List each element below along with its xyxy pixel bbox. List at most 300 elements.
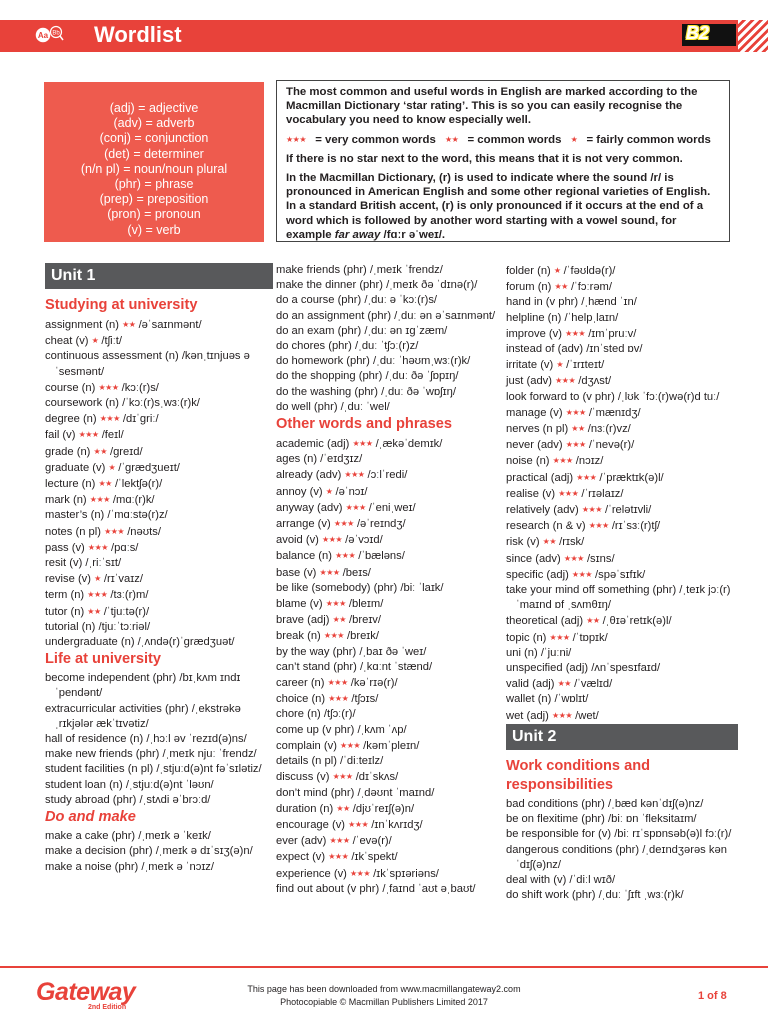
abbreviation-item: (adv) = adverb <box>113 116 195 131</box>
entry-pronunciation: /biː ˈlaɪk/ <box>400 581 444 594</box>
header-bar <box>0 20 768 52</box>
word-entry <box>276 675 498 691</box>
wordlist-column-3 <box>506 263 738 903</box>
entry-pronunciation: /biː ɒn ˈfleksitaɪm/ <box>607 813 697 826</box>
star-rating-icon: ★★ <box>542 537 557 547</box>
word-entry <box>276 769 498 785</box>
entry-pronunciation: /ɪkˈspɪəriəns/ <box>373 867 439 880</box>
star-rating-info-box <box>276 80 730 242</box>
entry-pronunciation: /ˈtɒpɪk/ <box>572 631 608 644</box>
entry-word: choice (n) <box>276 693 326 706</box>
abbreviation-item: (n/n pl) = noun/noun plural <box>80 161 228 176</box>
entry-pronunciation: /tʃiːt/ <box>101 335 122 348</box>
abbreviation-item: (prep) = preposition <box>99 192 209 207</box>
word-entry <box>276 660 498 675</box>
star-rating-icon: ★★★ <box>98 382 119 392</box>
word-entry <box>45 492 273 508</box>
entry-word: extracurricular activities (phr) <box>45 702 189 715</box>
entry-pronunciation: /ˌʌndə(r)ˈɡrædʒuət/ <box>137 636 235 649</box>
star-rating-icon: ★★★ <box>581 505 602 515</box>
star-rating-icon: ★ <box>553 266 561 275</box>
entry-word: do an assignment (phr) <box>276 309 392 322</box>
entry-word: relatively (adv) <box>506 504 579 517</box>
word-entry <box>506 676 738 692</box>
entry-pronunciation: /ˈrɪəlaɪz/ <box>581 487 624 500</box>
wordlist-column-2 <box>276 263 498 897</box>
entry-pronunciation: /ˌlʊk ˈfɔː(r)wə(r)d tuː/ <box>617 390 720 403</box>
entry-word: wet (adj) <box>506 709 549 722</box>
entry-pronunciation: /ˌduː ðə ˈʃɒpɪŋ/ <box>385 370 459 383</box>
entry-pronunciation: /nɔɪz/ <box>575 455 604 468</box>
word-entry <box>276 612 498 628</box>
star-rating-icon: ★★★ <box>565 440 586 450</box>
entry-pronunciation: /ˈɡrædʒueɪt/ <box>118 461 180 474</box>
entry-word: make a noise (phr) <box>45 860 139 873</box>
copyright-note: Photocopiable © Macmillan Publishers Limited 2017 <box>280 997 488 1007</box>
entry-pronunciation: /ˌdeɪndʒərəs kənˈdɪʃ(ə)nz/ <box>516 843 727 871</box>
entry-word: make friends (phr) <box>276 264 367 276</box>
entry-word: risk (v) <box>506 536 540 549</box>
entry-word: resit (v) <box>45 557 83 570</box>
word-entry <box>276 817 498 833</box>
star-rating-icon: ★★★ <box>552 456 573 466</box>
word-entry <box>276 691 498 707</box>
entry-pronunciation: /ɔːlˈredi/ <box>367 469 408 482</box>
entry-word: lecture (n) <box>45 478 96 491</box>
entry-pronunciation: /ˈbæləns/ <box>358 550 405 563</box>
entry-pronunciation: /ˈevə(r)/ <box>352 835 392 848</box>
word-entry <box>276 786 498 801</box>
star-rating-icon: ★★★ <box>335 551 356 561</box>
word-entry <box>276 801 498 817</box>
word-entry <box>45 571 273 587</box>
word-entry <box>45 460 273 476</box>
entry-word: do the washing (phr) <box>276 385 378 398</box>
info-r-note: In the Macmillan Dictionary, (r) is used to indicate where the sound /r/ is pronounced in American English and some other regional varieties of English. In a standard British accent, (r) is only pronounced if it occurs at the end of a word which is followed by another word starting with a vowel sound, for example far away /fɑːr əˈweɪ/. <box>286 172 711 241</box>
word-entry <box>45 411 273 427</box>
word-entry <box>45 396 273 411</box>
word-entry <box>276 263 498 278</box>
word-entry <box>506 661 738 676</box>
entry-word: notes (n pl) <box>45 525 101 538</box>
star-rating-icon: ★★★ <box>78 430 99 440</box>
entry-word: degree (n) <box>45 413 97 426</box>
entry-pronunciation: /ɪmˈpruːv/ <box>588 327 637 340</box>
word-entry <box>506 453 738 469</box>
word-entry <box>276 436 498 452</box>
star-rating-icon: ★★★ <box>333 519 354 529</box>
edition-label: 2nd Edition <box>88 1004 127 1011</box>
entry-pronunciation: /ˌduː ðə ˈwɒʃɪŋ/ <box>381 385 456 398</box>
entry-word: course (n) <box>45 381 96 394</box>
star-rating-icon: ★★★ <box>549 632 570 642</box>
one-star-icon: ★ <box>570 134 578 144</box>
word-entry <box>506 357 738 373</box>
entry-word: specific (adj) <box>506 568 569 581</box>
word-entry <box>276 309 498 324</box>
entry-word: student facilities (n pl) <box>45 763 154 776</box>
entry-pronunciation: /dɪˈɡriː/ <box>122 413 159 426</box>
word-entry <box>276 385 498 400</box>
entry-word: experience (v) <box>276 867 347 880</box>
word-entry <box>45 333 273 349</box>
entry-word: wallet (n) <box>506 693 552 706</box>
entry-pronunciation: /ˈjuːni/ <box>540 646 572 659</box>
entry-pronunciation: /ˌhænd ˈɪn/ <box>581 296 637 309</box>
word-entry <box>276 324 498 339</box>
abbreviation-item: (adj) = adjective <box>109 101 199 115</box>
entry-word: never (adv) <box>506 439 563 452</box>
entry-pronunciation: /ˈeniˌweɪ/ <box>368 501 416 514</box>
entry-word: do the shopping (phr) <box>276 370 383 383</box>
star-legend: ★★★ = very common words ★★ = common words ★ = fairly common words <box>286 133 711 146</box>
word-entry <box>506 873 738 888</box>
word-entry <box>276 738 498 754</box>
entry-word: be responsible for (v) <box>506 828 612 841</box>
word-entry <box>45 587 273 603</box>
entry-pronunciation: /ˌekstrəkəˌrɪkjələr ækˈtɪvətiz/ <box>55 702 241 730</box>
info-no-star: If there is no star next to the word, this means that it is not very common. <box>286 152 683 165</box>
entry-pronunciation: /djʊˈreɪʃ(ə)n/ <box>352 802 415 815</box>
entry-word: make the dinner (phr) <box>276 279 383 292</box>
svg-text:Aa: Aa <box>37 31 49 40</box>
entry-word: research (n & v) <box>506 520 586 533</box>
star-rating-icon: ★★★ <box>352 439 373 449</box>
word-entry <box>276 400 498 415</box>
word-entry <box>276 339 498 354</box>
word-entry <box>276 452 498 467</box>
entry-pronunciation: /ˈeɪdʒɪz/ <box>320 453 363 466</box>
entry-word: do an exam (phr) <box>276 324 362 337</box>
word-entry <box>506 708 738 724</box>
entry-pronunciation: /ˌduː ˈhəʊmˌwɜː(r)k/ <box>373 355 471 368</box>
entry-word: duration (n) <box>276 802 334 815</box>
entry-pronunciation: /ˌmeɪk ðə ˈdɪnə(r)/ <box>386 279 478 292</box>
word-entry <box>506 486 738 502</box>
star-rating-icon: ★★★ <box>348 819 369 829</box>
entry-pronunciation: /dɪˈskʌs/ <box>355 771 399 784</box>
abbreviation-item: (phr) = phrase <box>114 177 194 192</box>
star-rating-icon: ★★★ <box>344 470 365 480</box>
entry-word: academic (adj) <box>276 438 350 451</box>
word-entry <box>276 293 498 308</box>
star-rating-icon: ★★★ <box>328 852 349 862</box>
word-entry <box>45 829 273 844</box>
entry-pronunciation: /ˈnevə(r)/ <box>588 439 635 452</box>
word-entry <box>276 596 498 612</box>
word-entry <box>45 604 273 620</box>
abbreviation-item: (det) = determiner <box>104 146 204 161</box>
entry-word: make a decision (phr) <box>45 845 153 858</box>
entry-pronunciation: /dʒʌst/ <box>578 375 612 388</box>
word-entry <box>276 500 498 516</box>
word-entry <box>506 827 738 842</box>
star-rating-icon: ★★★ <box>325 599 346 609</box>
word-entry <box>506 646 738 661</box>
word-entry <box>45 380 273 396</box>
entry-word: make a cake (phr) <box>45 830 136 843</box>
star-rating-icon: ★★★ <box>328 694 349 704</box>
star-rating-icon: ★★★ <box>332 772 353 782</box>
word-entry <box>506 373 738 389</box>
word-entry <box>506 534 738 550</box>
entry-word: anyway (adv) <box>276 501 343 514</box>
entry-pronunciation: /ˈfɔːrəm/ <box>570 281 612 294</box>
section-heading: Life at university <box>45 651 161 668</box>
entry-pronunciation: /ˌθɪəˈretɪk(ə)l/ <box>602 615 672 628</box>
entry-pronunciation: /kənˌtɪnjuəs əˈsesmənt/ <box>55 350 250 378</box>
entry-pronunciation: /ʌnˈspesɪfaɪd/ <box>591 662 661 675</box>
entry-word: instead of (adv) <box>506 343 584 356</box>
star-rating-icon: ★★★ <box>99 414 120 424</box>
entry-pronunciation: /ˈɪrɪteɪt/ <box>566 359 605 372</box>
entry-word: grade (n) <box>45 445 91 458</box>
entry-pronunciation: /ˈtjuːtə(r)/ <box>103 605 150 618</box>
entry-word: can’t stand (phr) <box>276 660 357 673</box>
entry-pronunciation: /ˌstjuːd(ə)nt ˈləʊn/ <box>125 778 214 791</box>
entry-word: come up (v phr) <box>276 723 355 736</box>
word-entry <box>45 747 273 762</box>
entry-pronunciation: /ˈmænɪdʒ/ <box>588 406 641 419</box>
entry-pronunciation: /əˈnɔɪ/ <box>335 485 368 498</box>
entry-pronunciation: /ˈdiːteɪlz/ <box>340 755 384 768</box>
word-entry <box>506 421 738 437</box>
word-entry <box>45 476 273 492</box>
entry-pronunciation: /ˌduː ˈʃɪft ˌwɜː(r)k/ <box>598 889 684 902</box>
entry-word: deal with (v) <box>506 873 567 886</box>
word-entry <box>45 732 273 747</box>
entry-pronunciation: /nəʊts/ <box>127 525 161 538</box>
word-entry <box>45 635 273 650</box>
word-entry <box>276 354 498 369</box>
entry-word: coursework (n) <box>45 397 119 410</box>
entry-word: fail (v) <box>45 429 76 442</box>
entry-word: arrange (v) <box>276 518 331 531</box>
entry-pronunciation: /ˈmɑːstə(r)z/ <box>107 509 168 522</box>
gateway-logo: Gateway <box>36 978 136 1006</box>
entry-pronunciation: /ˌduː ə ˈkɔː(r)s/ <box>364 294 438 307</box>
entry-pronunciation: /rɪˈvaɪz/ <box>103 573 143 586</box>
star-rating-icon: ★★★ <box>323 631 344 641</box>
word-entry <box>506 843 738 873</box>
word-entry <box>45 860 273 875</box>
word-entry <box>506 518 738 534</box>
entry-pronunciation: /biː rɪˈspɒnsəb(ə)l fɔː(r)/ <box>614 828 732 841</box>
word-entry <box>506 567 738 583</box>
unit-heading: Unit 2 <box>506 724 738 750</box>
word-entry <box>45 540 273 556</box>
entry-word: discuss (v) <box>276 771 330 784</box>
entry-word: realise (v) <box>506 487 556 500</box>
star-rating-icon: ★★ <box>98 479 112 489</box>
entry-word: complain (v) <box>276 739 337 752</box>
word-entry <box>506 502 738 518</box>
word-entry <box>45 444 273 460</box>
entry-word: become independent (phr) <box>45 672 177 685</box>
star-rating-icon: ★ <box>556 360 564 370</box>
word-entry <box>506 405 738 421</box>
entry-pronunciation: /sɪns/ <box>586 552 615 565</box>
entry-word: balance (n) <box>276 550 332 563</box>
star-rating-icon: ★★ <box>557 679 571 689</box>
entry-pronunciation: /ˌstjuːd(ə)nt fəˈsɪlətiz/ <box>156 763 262 776</box>
entry-pronunciation: /ˈpræktɪk(ə)l/ <box>599 471 664 484</box>
word-entry <box>45 349 273 379</box>
entry-word: valid (adj) <box>506 678 555 691</box>
star-rating-icon: ★★★ <box>555 376 576 386</box>
word-entry <box>506 583 738 613</box>
entry-word: since (adv) <box>506 552 561 565</box>
entry-word: be like (somebody) (phr) <box>276 581 398 594</box>
star-rating-icon: ★★★ <box>89 495 110 505</box>
abbreviation-item: (conj) = conjunction <box>99 131 209 146</box>
entry-pronunciation: /tʃɔː(r)/ <box>323 708 356 721</box>
word-entry <box>45 844 273 859</box>
entry-pronunciation: /ˈvælɪd/ <box>574 678 613 691</box>
entry-word: graduate (v) <box>45 461 106 474</box>
word-entry <box>276 516 498 532</box>
word-entry <box>45 508 273 523</box>
entry-pronunciation: /ˈrelətɪvli/ <box>604 504 652 517</box>
word-entry <box>506 692 738 707</box>
entry-pronunciation: /ˌkɑːnt ˈstænd/ <box>359 660 433 673</box>
entry-pronunciation: /ˈhelpˌlaɪn/ <box>564 311 619 324</box>
entry-pronunciation: /ˌkʌm ˈʌp/ <box>357 723 407 736</box>
word-entry <box>276 484 498 500</box>
entry-word: brave (adj) <box>276 614 330 627</box>
word-entry <box>506 630 738 646</box>
star-rating-icon: ★★★ <box>571 569 592 579</box>
entry-word: already (adv) <box>276 469 342 482</box>
entry-word: ages (n) <box>276 453 318 466</box>
word-entry <box>276 754 498 769</box>
entry-pronunciation: /feɪl/ <box>101 429 124 442</box>
star-rating-icon: ★★★ <box>340 740 361 750</box>
entry-pronunciation: /bɪˌkʌm ɪndɪˈpendənt/ <box>55 672 241 700</box>
entry-pronunciation: /ɪnˈkʌrɪdʒ/ <box>371 818 423 831</box>
word-entry <box>276 548 498 564</box>
star-rating-icon: ★★★ <box>565 328 586 338</box>
two-star-icon: ★★ <box>444 134 459 144</box>
entry-pronunciation: /ˈwɒlɪt/ <box>554 693 589 706</box>
star-rating-icon: ★★ <box>122 320 136 329</box>
entry-word: make new friends (phr) <box>45 748 160 761</box>
word-entry <box>506 551 738 567</box>
entry-pronunciation: /mɑː(r)k/ <box>112 494 155 507</box>
entry-word: improve (v) <box>506 327 562 340</box>
entry-pronunciation: /ˌmeɪk njuː ˈfrendz/ <box>162 748 257 761</box>
level-badge: B2 <box>682 24 736 46</box>
star-rating-icon: ★★★ <box>576 472 597 482</box>
entry-pronunciation: /ˌduː ən əˈsaɪnmənt/ <box>394 309 496 322</box>
star-rating-icon: ★★ <box>332 615 346 625</box>
word-entry <box>45 556 273 571</box>
entry-pronunciation: /əˈvɔɪd/ <box>345 534 383 547</box>
entry-pronunciation: /ɡreɪd/ <box>109 445 143 458</box>
entry-pronunciation: /ˌbaɪ ðə ˈweɪ/ <box>359 645 427 658</box>
entry-word: study abroad (phr) <box>45 793 137 806</box>
star-rating-icon: ★★ <box>571 424 585 434</box>
entry-pronunciation: /rɪˈsɜː(r)tʃ/ <box>611 520 661 533</box>
entry-word: topic (n) <box>506 631 547 644</box>
magnifier-logo-icon <box>34 24 64 48</box>
entry-word: forum (n) <box>506 281 552 294</box>
entry-pronunciation: /ˌfaɪnd ˈaʊt əˌbaʊt/ <box>382 882 476 895</box>
entry-word: hall of residence (n) <box>45 733 144 746</box>
entry-word: do a course (phr) <box>276 294 362 307</box>
star-rating-icon: ★★★ <box>87 590 108 600</box>
word-entry <box>276 849 498 865</box>
entry-word: irritate (v) <box>506 359 554 372</box>
entry-pronunciation: /ˌduː ən ɪɡˈzæm/ <box>364 324 448 337</box>
word-entry <box>506 888 738 903</box>
entry-pronunciation: /ˌmeɪk ə dɪˈsɪʒ(ə)n/ <box>155 845 253 858</box>
abbreviation-item: (v) = verb <box>127 222 181 237</box>
entry-word: encourage (v) <box>276 818 346 831</box>
star-rating-icon: ★★★ <box>345 502 366 512</box>
entry-pronunciation: /ˌhɔːl əv ˈrezɪd(ə)ns/ <box>146 733 247 746</box>
entry-word: chore (n) <box>276 708 321 721</box>
wordlist-column-1 <box>45 263 273 875</box>
entry-pronunciation: /kɔː(r)s/ <box>121 381 159 394</box>
star-rating-icon: ★★ <box>87 606 101 616</box>
section-heading: Work conditions and responsibilities <box>506 757 651 793</box>
star-rating-icon: ★★★ <box>565 407 586 417</box>
word-entry <box>45 793 273 808</box>
footer-rule <box>0 966 768 968</box>
word-entry <box>45 778 273 793</box>
entry-pronunciation: /ˌækəˈdemɪk/ <box>375 438 443 451</box>
word-entry <box>276 833 498 849</box>
word-entry <box>506 295 738 310</box>
entry-word: assignment (n) <box>45 319 119 331</box>
entry-word: do homework (phr) <box>276 355 370 368</box>
star-rating-icon: ★★ <box>554 282 568 292</box>
star-rating-icon: ★★★ <box>588 521 609 531</box>
entry-word: be on flexitime (phr) <box>506 813 605 826</box>
word-entry <box>45 620 273 635</box>
entry-pronunciation: /ˌstʌdi əˈbrɔːd/ <box>139 793 211 806</box>
star-rating-icon: ★★★ <box>104 526 125 536</box>
word-entry <box>506 437 738 453</box>
entry-pronunciation: /bleɪm/ <box>348 598 384 611</box>
entry-word: continuous assessment (n) <box>45 350 179 363</box>
entry-word: master’s (n) <box>45 509 105 522</box>
entry-word: look forward to (v phr) <box>506 390 615 403</box>
entry-word: find out about (v phr) <box>276 882 380 895</box>
entry-word: helpline (n) <box>506 311 562 324</box>
word-entry <box>506 279 738 295</box>
entry-pronunciation: /ˌriːˈsɪt/ <box>85 557 122 570</box>
download-note: This page has been downloaded from www.macmillangateway2.com <box>247 984 521 994</box>
entry-pronunciation: /ɪkˈspekt/ <box>351 851 398 864</box>
entry-pronunciation: /ˌteɪk jɔː(r) ˈmaɪnd ɒf ˌsʌmθɪŋ/ <box>516 584 731 612</box>
entry-word: base (v) <box>276 566 317 579</box>
entry-pronunciation: /tɜː(r)m/ <box>110 589 149 602</box>
entry-pronunciation: /ˌduː ˈwel/ <box>340 400 390 413</box>
section-heading: Other words and phrases <box>276 416 452 433</box>
word-entry <box>506 342 738 357</box>
word-entry <box>45 762 273 777</box>
entry-pronunciation: /əˈsaɪnmənt/ <box>138 319 202 331</box>
entry-word: by the way (phr) <box>276 645 357 658</box>
entry-pronunciation: /ˌduː ˈtʃɔː(r)z/ <box>354 340 419 353</box>
star-rating-icon: ★★★ <box>563 553 584 563</box>
three-star-icon: ★★★ <box>286 134 307 144</box>
entry-word: details (n pl) <box>276 755 337 768</box>
star-rating-icon: ★★★ <box>350 868 371 878</box>
star-rating-icon: ★ <box>108 462 116 472</box>
